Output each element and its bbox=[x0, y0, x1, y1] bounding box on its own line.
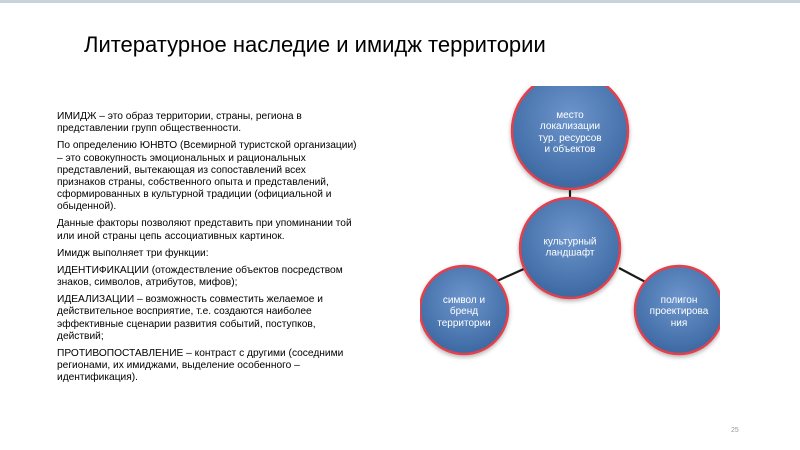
paragraph-identification: ИДЕНТИФИКАЦИИ (отождествление объектов посредством знаков, символов, атрибутов, мифов); bbox=[57, 264, 343, 288]
paragraph-opposition: ПРОТИВОПОСТАВЛЕНИЕ – контраст с другими (соседними регионами, их имиджами, выделение особенного – идентификация). bbox=[57, 347, 344, 384]
paragraph-image-definition: ИМИДЖ – это образ территории, страны, региона в представлении групп общественности. bbox=[57, 111, 302, 135]
top-divider-line bbox=[0, 0, 800, 3]
cycle-diagram bbox=[420, 86, 720, 376]
paragraph-unwto-definition: По определению ЮНВТО (Всемирной туристской организации) – это совокупность эмоциональных и рациональных представлений, вытекающая из сопоставлений всех признаков страны, собственного опыта и представлений, сформированных в культурной традиции (официальной и обыденной). bbox=[57, 140, 357, 213]
slide-title: Литературное наследие и имидж территории bbox=[84, 32, 546, 57]
paragraph-idealization: ИДЕАЛИЗАЦИИ – возможность совместить желаемое и действительное восприятие, т.е. создаются наиболее эффективные сценарии развития событий, поступков, действий; bbox=[57, 294, 323, 342]
paragraph-factors: Данные факторы позволяют представить при упоминании той или иной страны цепь ассоциативных картинок. bbox=[57, 218, 352, 242]
paragraph-functions-intro: Имидж выполняет три функции: bbox=[57, 247, 209, 259]
node-top-label: место локализации тур. ресурсов и объектов bbox=[538, 110, 602, 156]
node-bottom-left-label: символ и бренд территории bbox=[437, 294, 491, 329]
page-number: 25 bbox=[731, 427, 739, 434]
body-text bbox=[57, 111, 357, 389]
node-bottom-right-label: полигон проектирова ния bbox=[649, 294, 709, 329]
node-center-label: культурный ландшафт bbox=[543, 236, 597, 259]
